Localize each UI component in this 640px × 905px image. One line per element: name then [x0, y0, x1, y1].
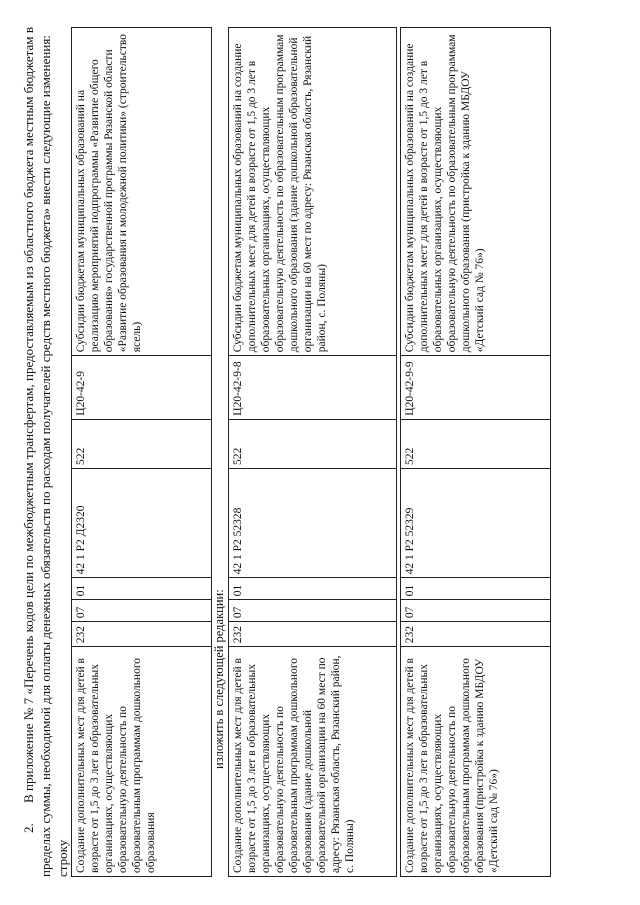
intro-last-line: строку — [55, 839, 70, 877]
intro-paragraph — [20, 27, 71, 877]
table-row — [401, 28, 551, 877]
cell-section: 07 — [72, 600, 212, 622]
cell-expense-type: 522 — [401, 419, 551, 468]
cell-subsection: 01 — [401, 578, 551, 600]
cell-expense-type: 522 — [72, 419, 212, 468]
separator-text: изложить в следующей редакции: — [212, 589, 226, 769]
item-number: 2. — [21, 823, 36, 833]
page-content — [20, 27, 551, 877]
cell-section: 07 — [401, 600, 551, 622]
cell-name: Создание дополнительных мест для детей в возрасте от 1,5 до 3 лет в образовательных организациях, осуществляющих образовательную деятельность по образовательным программам дошкольного образования (здание дошкольной образовательной организации на 60 мест по адресу: Рязанская область, Рязанский район, с. Поляны) — [229, 647, 397, 877]
cell-description: Субсидии бюджетам муниципальных образований на реализацию мероприятий подпрограммы «Развитие общего образования» государственной программы Рязанской области «Развитие образования и молодежной политики» (строительство ясель) — [72, 28, 212, 356]
cell-admin: 232 — [229, 622, 397, 647]
cell-target-article: 42 1 Р2 Д2320 — [72, 468, 212, 577]
table-row — [229, 28, 397, 877]
cell-target-code: Ц20-42-9-8 — [229, 356, 397, 419]
cell-target-article: 42 1 Р2 52329 — [401, 468, 551, 577]
cell-admin: 232 — [72, 622, 212, 647]
cell-description: Субсидии бюджетам муниципальных образований на создание дополнительных мест для детей в возрасте от 1,5 до 3 лет в образовательных организациях, осуществляющих образовательную деятельность по образовательным программам дошкольного образования (пристройка к зданию МБДОУ «Детский сад № 76») — [401, 28, 551, 356]
cell-target-article: 42 1 Р2 52328 — [229, 468, 397, 577]
intro-text: В приложение № 7 «Перечень кодов цели по межбюджетным трансфертам, предоставляемым из областного бюджета местным бюджетам в пределах суммы, необходимой для оплаты денежных обязательств по расходам получателей средств местного бюджета» внести следующие изменения: — [21, 27, 53, 877]
cell-admin: 232 — [401, 622, 551, 647]
cell-target-code: Ц20-42-9-9 — [401, 356, 551, 419]
cell-section: 07 — [229, 600, 397, 622]
old-row-table — [71, 27, 212, 877]
cell-description: Субсидии бюджетам муниципальных образований на создание дополнительных мест для детей в возрасте от 1,5 до 3 лет в образовательных организациях, осуществляющих образовательную деятельность по образовательным программам дошкольного образования (здание дошкольной образовательной организации на 60 мест по адресу: Рязанская область, Рязанский район, с. Поляны) — [229, 28, 397, 356]
cell-name: Создание дополнительных мест для детей в возрасте от 1,5 до 3 лет в образовательных организациях, осуществляющих образовательную деятельность по образовательным программам дошкольного образования (пристройка к зданию МБДОУ «Детский сад № 76») — [401, 647, 551, 877]
new-rows-table — [228, 27, 551, 877]
cell-expense-type: 522 — [229, 419, 397, 468]
cell-subsection: 01 — [229, 578, 397, 600]
cell-subsection: 01 — [72, 578, 212, 600]
table-row — [72, 28, 212, 877]
cell-target-code: Ц20-42-9 — [72, 356, 212, 419]
cell-name: Создание дополнительных мест для детей в возрасте от 1,5 до 3 лет в образовательных организациях, осуществляющих образовательную деятельность по образовательным программам дошкольного образования — [72, 647, 212, 877]
